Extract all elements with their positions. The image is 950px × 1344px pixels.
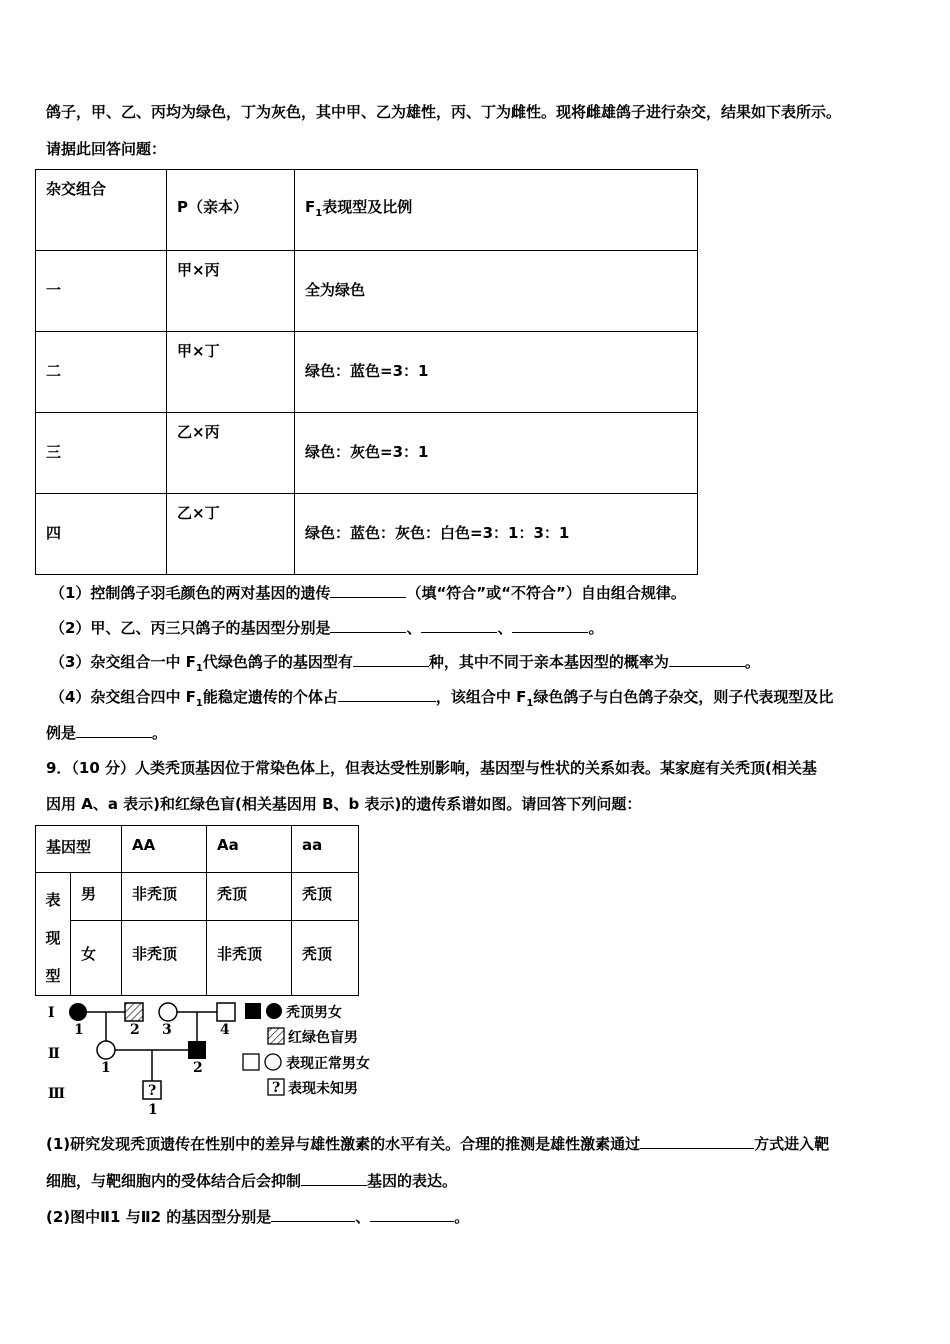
answer-blank[interactable] [76, 723, 152, 738]
table-row [36, 873, 359, 921]
I2-colorblind-male [125, 1003, 143, 1021]
question-8-1: （1）控制鸽子羽毛颜色的两对基因的遗传 （填“符合”或“不符合”）自由组合规律。 [50, 584, 686, 602]
table-row [36, 332, 698, 413]
question-9-line-1: 9．（10 分）人类秃顶基因位于常染色体上，但表达受性别影响，基因型与性状的关系如表。某家庭有关秃顶(相关基 [46, 759, 817, 777]
header-aa: aa [302, 836, 323, 854]
result-cell: 绿色：蓝色：灰色：白色=3：1：3：1 [305, 524, 570, 542]
parents-cell: 甲×丙 [177, 261, 220, 279]
group-cell: 三 [46, 443, 62, 461]
legend-normal-male-icon [243, 1054, 259, 1070]
I2-number: 2 [130, 1022, 140, 1038]
answer-blank[interactable] [338, 687, 436, 702]
intro-line-2: 请据此回答问题： [46, 140, 167, 158]
legend-unknown: 表现未知男 [288, 1081, 358, 1097]
group-cell: 二 [46, 362, 62, 380]
phenotype-side-label: 表 现 型 [45, 891, 61, 985]
answer-blank[interactable] [640, 1134, 754, 1149]
question-9-1: (1)研究发现秃顶遗传在性别中的差异与雄性激素的水平有关。合理的推测是雄性激素通过 方式进入靶 [46, 1135, 830, 1153]
header-f1: $F_1$表现型及比例 [305, 198, 413, 219]
male-label: 男 [81, 885, 97, 903]
unknown-mark: ? [148, 1083, 157, 1099]
header-genotype: 基因型 [46, 838, 92, 856]
question-8-4-cont: 例是 。 [46, 724, 168, 742]
legend-normal: 表现正常男女 [286, 1056, 370, 1072]
II1-normal-female [97, 1041, 115, 1059]
table-row [36, 494, 698, 575]
table-row [36, 251, 698, 332]
answer-blank[interactable] [512, 618, 588, 633]
result-cell: 绿色：蓝色=3：1 [305, 362, 429, 380]
legend-colorblind-male-icon [268, 1028, 284, 1044]
table-row [36, 413, 698, 494]
header-cross-group: 杂交组合 [46, 180, 107, 198]
table-row [36, 921, 359, 996]
II2-number: 2 [193, 1060, 203, 1076]
question-9-line-2: 因用 A、a 表示)和红绿色盲(相关基因用 B、b 表示)的遗传系谱如图。请回答下列问题： [46, 795, 642, 813]
result-cell: 全为绿色 [305, 281, 366, 299]
parents-cell: 乙×丙 [177, 423, 220, 441]
II2-bald-male [188, 1041, 206, 1059]
male-aa: 秃顶 [302, 885, 333, 903]
answer-blank[interactable] [353, 652, 429, 667]
cross-table [35, 169, 698, 575]
header-AA: AA [132, 836, 156, 854]
gen-label-I: Ⅰ [48, 1005, 55, 1021]
answer-blank[interactable] [271, 1207, 355, 1222]
parents-cell: 甲×丁 [177, 342, 220, 360]
parents-cell: 乙×丁 [177, 504, 220, 522]
answer-blank[interactable] [421, 618, 497, 633]
intro-line-1: 鸽子，甲、乙、丙均为绿色，丁为灰色，其中甲、乙为雄性，丙、丁为雌性。现将雌雄鸽子进行杂交，结果如下表所示。 [46, 103, 842, 121]
gen-label-II: Ⅱ [48, 1046, 60, 1062]
answer-blank[interactable] [669, 652, 745, 667]
female-label: 女 [81, 945, 97, 964]
legend-normal-female-icon [265, 1054, 281, 1070]
male-Aa: 秃顶 [217, 885, 248, 903]
I3-normal-female [159, 1003, 177, 1021]
question-9-2: (2)图中Ⅱ1 与Ⅱ2 的基因型分别是 、 。 [46, 1208, 470, 1226]
genotype-table [35, 825, 359, 996]
legend-unknown-mark: ? [272, 1080, 281, 1096]
answer-blank[interactable] [330, 583, 406, 598]
pedigree-chart [40, 998, 400, 1120]
I1-number: 1 [74, 1022, 84, 1038]
answer-blank[interactable] [301, 1171, 367, 1186]
female-aa: 秃顶 [302, 945, 333, 964]
I3-number: 3 [162, 1022, 172, 1038]
legend-colorblind: 红绿色盲男 [288, 1030, 358, 1046]
question-9-1-cont: 细胞，与靶细胞内的受体结合后会抑制 基因的表达。 [46, 1172, 458, 1190]
I4-number: 4 [220, 1022, 230, 1038]
question-8-3: （3）杂交组合一中 $F_1$代绿色鸽子的基因型有 种，其中不同于亲本基因型的概率为 。 [50, 653, 760, 674]
result-cell: 绿色：灰色=3：1 [305, 443, 429, 461]
answer-blank[interactable] [370, 1207, 454, 1222]
header-Aa: Aa [217, 836, 239, 854]
legend-bald-female-icon [266, 1003, 282, 1019]
I4-normal-male [217, 1003, 235, 1021]
female-AA: 非秃顶 [132, 945, 178, 964]
legend-bald-male-icon [245, 1003, 261, 1019]
answer-blank[interactable] [330, 618, 406, 633]
male-AA: 非秃顶 [132, 885, 178, 903]
question-8-2: （2）甲、乙、丙三只鸽子的基因型分别是 、 、 。 [50, 619, 604, 637]
legend-bald: 秃顶男女 [286, 1005, 342, 1021]
III1-number: 1 [148, 1102, 158, 1118]
female-Aa: 非秃顶 [217, 945, 263, 964]
gen-label-III: Ⅲ [48, 1086, 66, 1102]
group-cell: 四 [46, 524, 62, 542]
I1-bald-female [69, 1003, 87, 1021]
table-header-row [36, 170, 698, 251]
group-cell: 一 [46, 281, 62, 299]
header-parents: P（亲本） [177, 198, 248, 216]
II1-number: 1 [101, 1060, 111, 1076]
table-header-row [36, 826, 359, 873]
question-8-4: （4）杂交组合四中 $F_1$能稳定遗传的个体占 ，该组合中 $F_1$绿色鸽子与白色鸽子杂交，则子代表现型及比 [50, 688, 834, 709]
